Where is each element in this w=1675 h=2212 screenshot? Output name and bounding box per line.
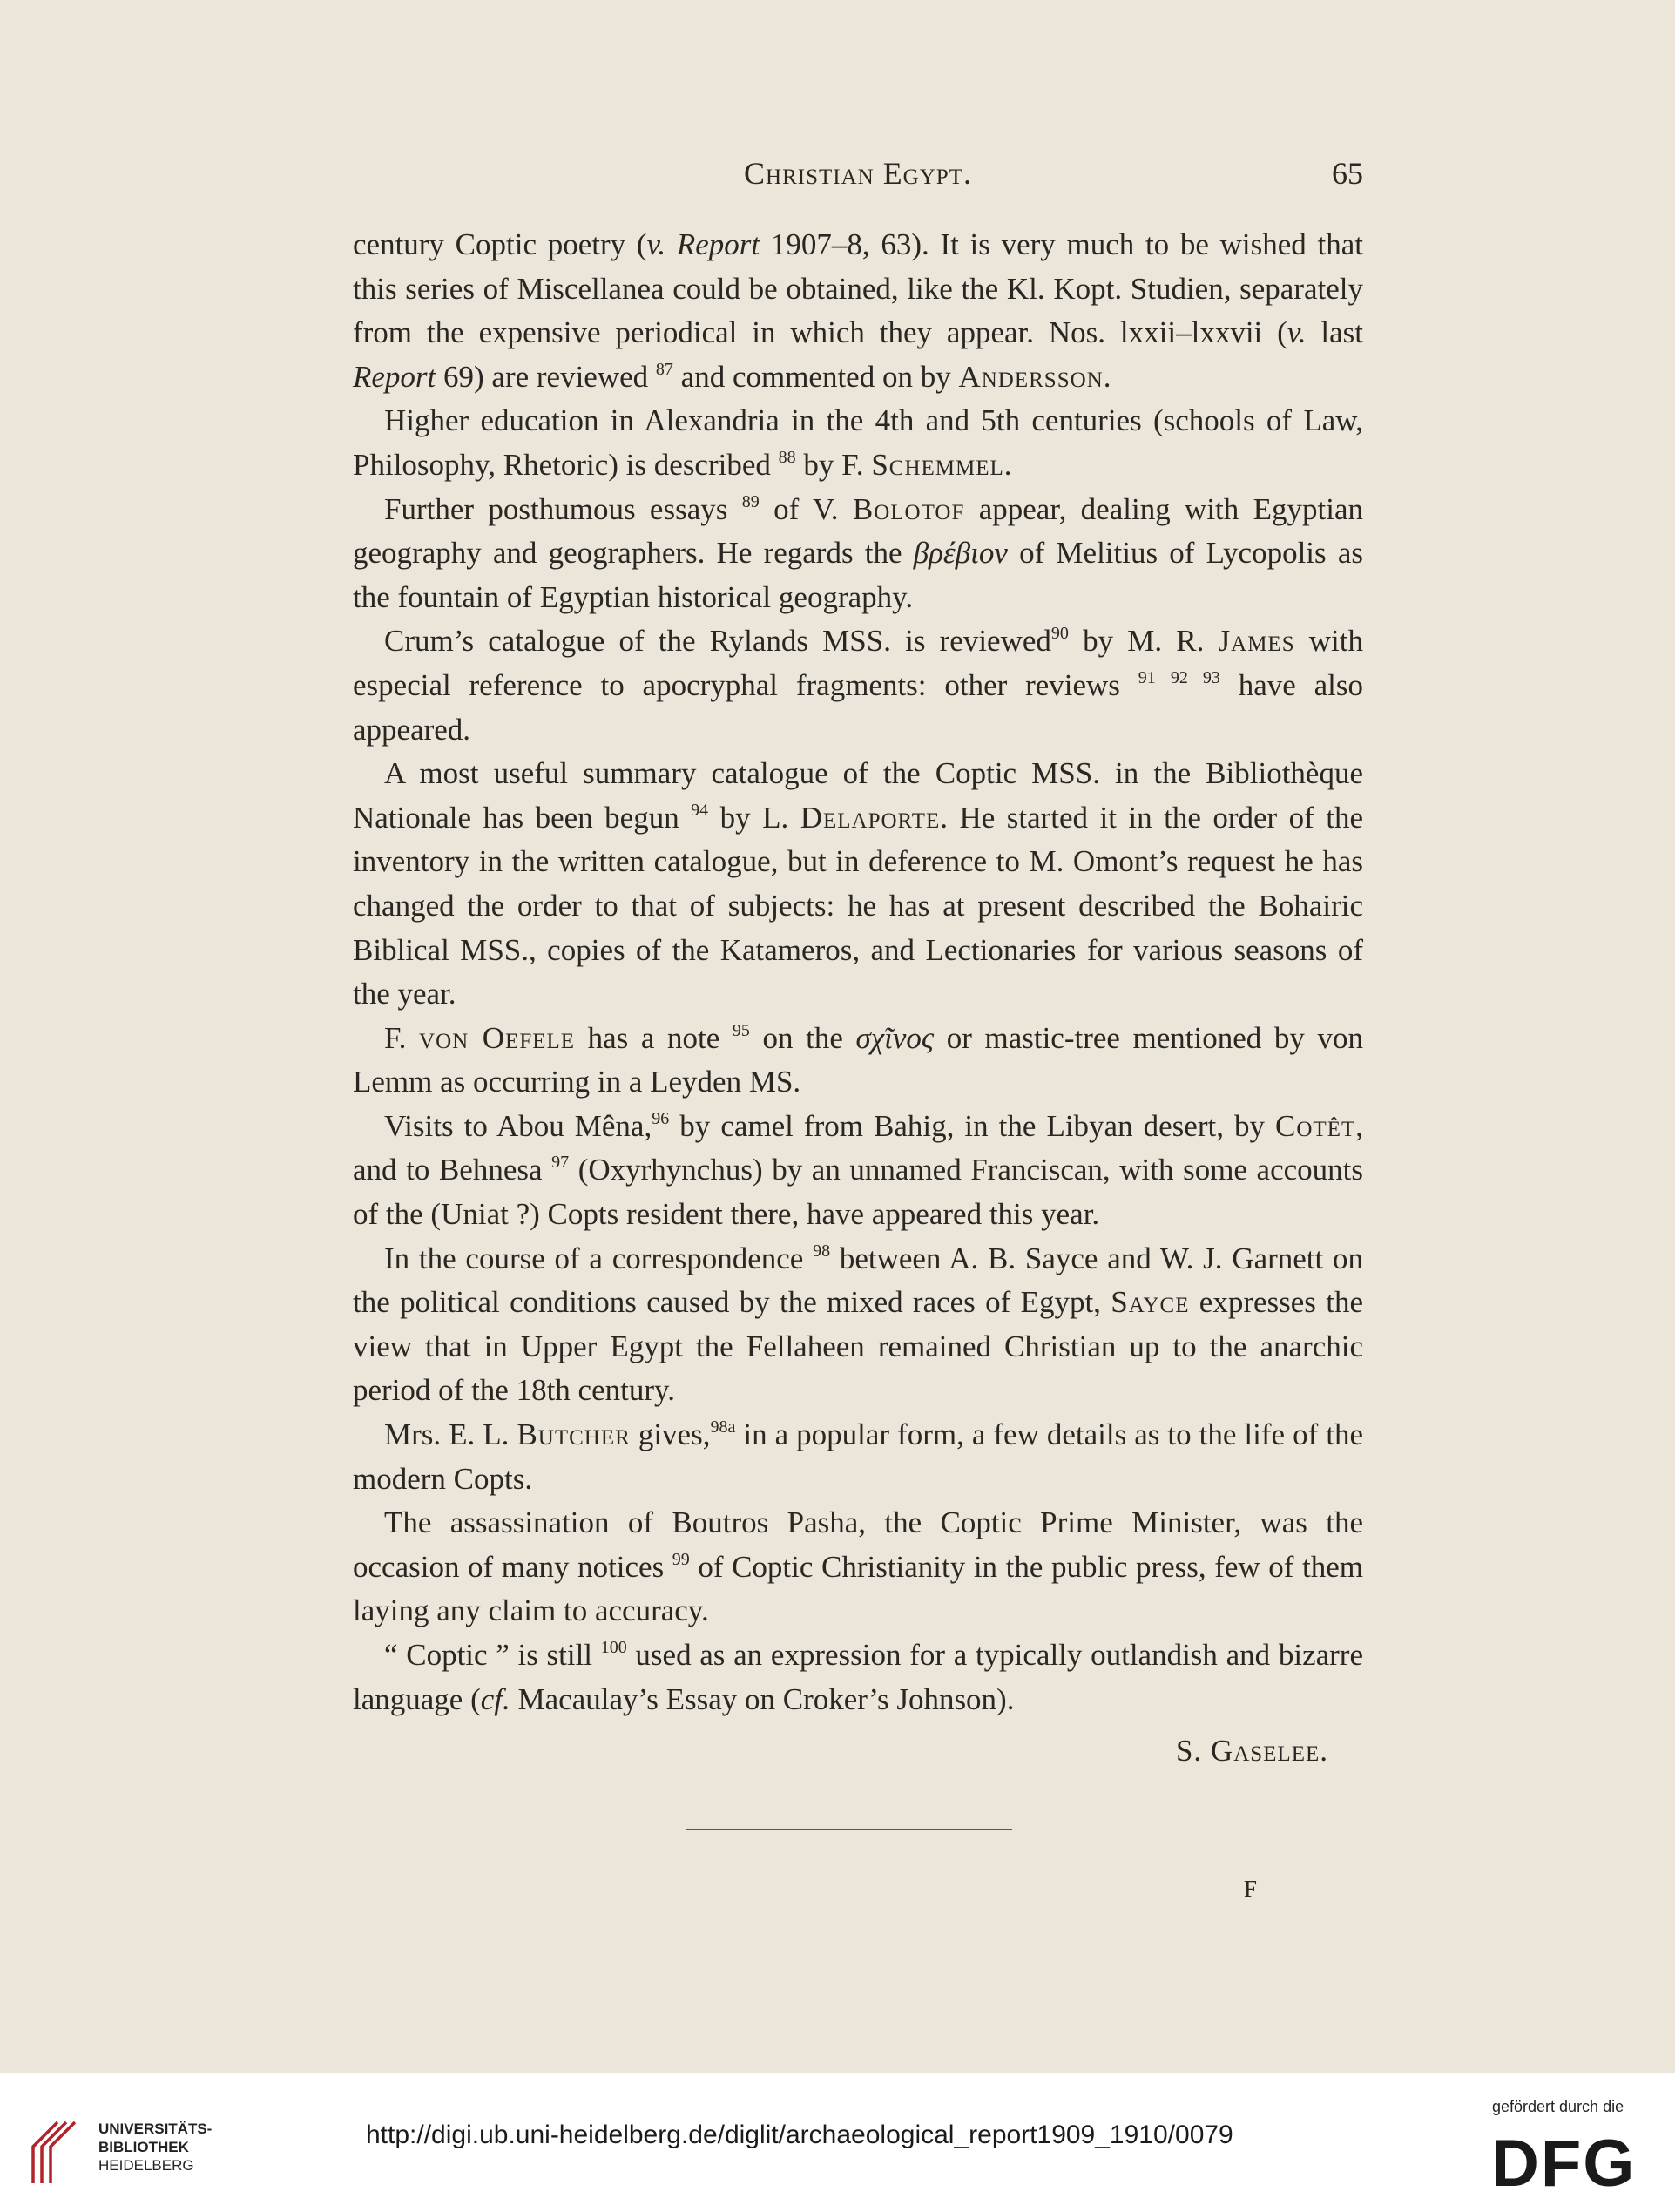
text-run: 1907–8, 63). It is very much to be wished that this series of Miscellanea could be obtained, like the Kl. Kopt. Studien, separately from the expensive periodical in which they appear. Nos. lxxii–lxxvii (: [353, 227, 1363, 350]
text-run: has a note: [575, 1020, 733, 1055]
paragraph: [353, 488, 1363, 620]
text-run: . He started it in the order of the inventory in the written catalogue, but in deference to M. Omont’s request he has changed the order to that of subjects: he has at present described the Bohairic Biblical MSS., copies of the Katameros, and Lectionaries for various seasons of the year.: [353, 800, 1364, 1011]
paragraph: [353, 1017, 1363, 1105]
digitization-footer: [0, 2073, 1675, 2212]
text-run: Macaulay’s Essay on Croker’s Johnson).: [510, 1681, 1015, 1716]
text-run: 69) are reviewed: [436, 359, 656, 394]
library-name-line2: BIBLIOTHEK: [98, 2139, 189, 2155]
footnote-ref: 98: [813, 1241, 831, 1261]
section-divider: [686, 1829, 1012, 1830]
running-head: [353, 155, 1363, 199]
text-run: James: [1218, 624, 1295, 659]
text-run: last: [1306, 315, 1363, 350]
library-name-line1: UNIVERSITÄTS-: [98, 2121, 213, 2137]
text-run: .: [1003, 447, 1012, 482]
paragraph: [353, 1413, 1363, 1501]
footnote-ref: 95: [732, 1020, 750, 1040]
text-run: by M. R.: [1068, 624, 1219, 659]
text-run: century Coptic poetry (: [353, 227, 647, 261]
text-run: (Oxyrhynchus) by an unnamed Franciscan, with some accounts of the (Uniat ?) Copts resident there, have appeared this year.: [353, 1153, 1363, 1232]
text-run: between A. B. Sayce and W. J. Garnett on the political conditions caused by the mixed races of Egypt,: [353, 1241, 1364, 1320]
text-run: and commented on by: [672, 359, 959, 394]
footnote-ref: 91 92 93: [1138, 667, 1220, 687]
text-run: In the course of a correspondence: [384, 1241, 814, 1275]
text-run: The assassination of Boutros Pasha, the Coptic Prime Minister, was the occasion of many notices: [353, 1505, 1363, 1584]
page-number: 65: [1332, 156, 1363, 191]
library-name-line3: HEIDELBERG: [98, 2157, 194, 2174]
text-run: Higher education in Alexandria in the 4th and 5th centuries (schools of Law, Philosophy, Rhetoric) is described: [353, 403, 1363, 482]
text-run: βρέβιον: [913, 536, 1008, 571]
paragraph: [353, 1105, 1363, 1237]
text-run: Schemmel: [871, 447, 1004, 482]
footnote-ref: 88: [778, 447, 796, 467]
text-run: Report: [353, 359, 436, 394]
university-library-logo-icon: [23, 2117, 94, 2187]
signature-mark: F: [1244, 1876, 1258, 1902]
text-run: cf.: [480, 1681, 510, 1716]
text-run: Cotêt: [1275, 1108, 1356, 1143]
text-run: by F.: [795, 447, 872, 482]
footnote-ref: 99: [672, 1549, 690, 1569]
text-run: on the: [749, 1020, 856, 1055]
footnote-ref: 96: [652, 1108, 670, 1128]
text-run: appear, dealing with Egyptian geography and geographers. He regards the: [353, 491, 1363, 571]
text-run: by L.: [708, 800, 800, 835]
funding-note: gefördert durch die: [1492, 2098, 1624, 2115]
footnote-ref: 100: [600, 1638, 627, 1657]
paragraph: [353, 223, 1363, 399]
text-run: v.: [1287, 315, 1307, 350]
paragraph: [353, 619, 1363, 752]
text-run: Butcher: [517, 1417, 631, 1452]
text-run: Bolotof: [852, 491, 965, 526]
text-run: Visits to Abou Mêna,: [384, 1108, 652, 1143]
paragraph: [353, 1634, 1363, 1722]
text-run: Further posthumous essays: [384, 491, 742, 526]
text-run: gives,: [630, 1417, 711, 1452]
footnote-ref: 90: [1050, 624, 1069, 644]
text-run: .: [1103, 359, 1111, 394]
text-run: F.: [384, 1020, 420, 1055]
text-run: Crum’s catalogue of the Rylands MSS. is reviewed: [384, 624, 1051, 659]
text-run: , and to Behnesa: [353, 1108, 1363, 1187]
text-run: with especial reference to apocryphal fragments: other reviews: [353, 624, 1363, 702]
text-run: by camel from Bahig, in the Libyan desert, by: [669, 1108, 1276, 1143]
footnote-ref: 94: [691, 800, 709, 820]
text-run: Mrs. E. L.: [384, 1417, 517, 1452]
library-name: [98, 2120, 212, 2175]
paragraph: [353, 399, 1363, 487]
text-run: used as an expression for a typically outlandish and bizarre language (: [353, 1638, 1363, 1716]
footnote-ref: 98a: [710, 1417, 736, 1437]
text-run: of V.: [759, 491, 853, 526]
body-text: [353, 223, 1363, 1722]
text-run: A most useful summary catalogue of the Coptic MSS. in the Bibliothèque Nationale has been begun: [353, 756, 1363, 835]
dfg-logo: DFG: [1491, 2127, 1637, 2201]
footnote-ref: 89: [741, 491, 760, 511]
text-run: von Oefele: [419, 1020, 576, 1055]
permalink-url[interactable]: http://digi.ub.uni-heidelberg.de/diglit/archaeological_report1909_1910/0079: [366, 2121, 1233, 2149]
text-run: in a popular form, a few details as to the life of the modern Copts.: [353, 1417, 1363, 1496]
text-run: “ Coptic ” is still: [384, 1638, 601, 1672]
footnote-ref: 87: [655, 359, 673, 379]
text-run: Sayce: [1111, 1285, 1190, 1320]
text-run: of Coptic Christianity in the public press, few of them laying any claim to accuracy.: [353, 1549, 1363, 1628]
paragraph: [353, 752, 1363, 1017]
text-run: have also appeared.: [353, 667, 1363, 747]
paragraph: [353, 1237, 1363, 1413]
text-run: σχῖνος: [855, 1020, 935, 1055]
text-run: expresses the view that in Upper Egypt the Fellaheen remained Christian up to the anarchic period of the 18th century.: [353, 1285, 1363, 1408]
paragraph: [353, 1501, 1363, 1634]
page-title: Christian Egypt.: [744, 156, 972, 191]
text-run: of Melitius of Lycopolis as the fountain of Egyptian historical geography.: [353, 536, 1363, 614]
text-run: Andersson: [958, 359, 1104, 394]
author-signature: S. Gaselee.: [1175, 1734, 1328, 1768]
text-run: v. Report: [646, 227, 760, 261]
text-run: Delaporte: [800, 800, 941, 835]
footnote-ref: 97: [551, 1153, 570, 1173]
text-run: or mastic-tree mentioned by von Lemm as occurring in a Leyden MS.: [353, 1020, 1363, 1099]
